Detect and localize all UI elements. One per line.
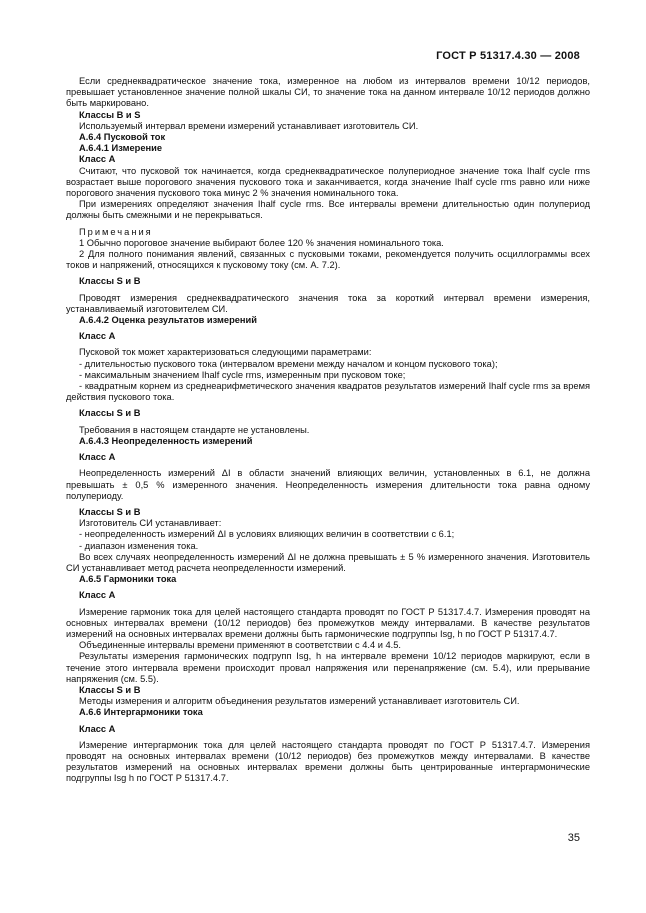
paragraph: Методы измерения и алгоритм объединения результатов измерений устанавливает изготовитель СИ. — [79, 696, 520, 707]
section-heading: А.6.4.1 Измерение — [79, 143, 163, 154]
class-heading: Класс А — [79, 590, 116, 601]
class-heading: Класс А — [79, 723, 116, 734]
class-heading: Класс А — [79, 452, 116, 463]
section-heading: А.6.4.2 Оценка результатов измерений — [79, 315, 257, 326]
list-item: - максимальным значением Ihalf cycle rms, измеренным при пусковом токе; — [79, 369, 406, 380]
class-heading: Классы S и В — [79, 684, 141, 695]
note-item: 1 Обычно пороговое значение выбирают более 120 % значения номинального тока. — [79, 237, 444, 248]
paragraph: Измерение гармоник тока для целей настоящего стандарта проводят по ГОСТ Р 51317.4.7. Измерения проводят на основных интервалах времени (10/12 периодов) без промежутков между интервалами. В качестве результатов измерений на основных интервалах времени должны быть гармонические подгруппы Isg, h по ГОСТ Р 51317.4.7. — [66, 606, 590, 639]
class-heading: Класс А — [79, 154, 116, 165]
paragraph: Проводят измерения среднеквадратического значения тока за короткий интервал времени измерения, устанавливаемый изготовителем СИ. — [66, 292, 590, 314]
section-heading: А.6.6 Интергармоники тока — [79, 707, 203, 718]
class-heading: Классы S и В — [79, 276, 141, 287]
paragraph: Измерение интергармоник тока для целей настоящего стандарта проводят по ГОСТ Р 51317.4.7. Измерения проводят на основных интервалах времени (10/12 периодов) без промежутков между интервалами. В качестве результатов измерений на основных интервалах времени должны быть центрированные интергармонические подгруппы Isg h по ГОСТ Р 51317.4.7. — [66, 739, 590, 784]
list-item: - длительностью пускового тока (интервалом времени между началом и концом пускового тока); — [79, 358, 498, 369]
section-heading: А.6.4.3 Неопределенность измерений — [79, 435, 253, 446]
list-item: - квадратным корнем из среднеарифметического значения квадратов результатов измерений Ihalf cycle rms за время действия пускового тока. — [66, 381, 590, 403]
paragraph: Во всех случаях неопределенность измерений ΔI не должна превышать ± 5 % измеренного значения. Изготовитель СИ устанавливает метод расчета неопределенности измерений. — [66, 551, 590, 573]
class-heading: Классы S и В — [79, 408, 141, 419]
paragraph: Если среднеквадратическое значение тока, измеренное на любом из интервалов времени 10/12 периодов, превышает установленное значение полной шкалы СИ, то значение тока на данном интервале 10/12 периодов должно быть маркировано. — [66, 76, 590, 109]
paragraph: Требования в настоящем стандарте не установлены. — [79, 424, 310, 435]
paragraph: При измерениях определяют значения Ihalf cycle rms. Все интервалы времени длительностью один полупериод должны быть смежными и не перекрываться. — [66, 199, 590, 221]
paragraph: Объединенные интервалы времени применяют в соответствии с 4.4 и 4.5. — [79, 640, 402, 651]
notes-heading: Примечания — [79, 226, 153, 237]
list-item: - неопределенность измерений ΔI в условиях влияющих величин в соответствии с 6.1; — [79, 529, 455, 540]
document-header: ГОСТ Р 51317.4.30 — 2008 — [436, 50, 580, 62]
class-heading: Классы В и S — [79, 109, 141, 120]
paragraph: Изготовитель СИ устанавливает: — [79, 518, 222, 529]
paragraph: Используемый интервал времени измерений устанавливает изготовитель СИ. — [79, 120, 419, 131]
paragraph: Пусковой ток может характеризоваться следующими параметрами: — [79, 347, 372, 358]
section-heading: А.6.5 Гармоники тока — [79, 574, 177, 585]
paragraph: Неопределенность измерений ΔI в области значений влияющих величин, установленных в 6.1, не должна превышать ± 0,5 % измеренного значения. Неопределенность измерения длительности тока равна одному полупериоду. — [66, 468, 590, 501]
page-number: 35 — [567, 832, 580, 844]
document-body — [66, 76, 590, 785]
note-item: 2 Для полного понимания явлений, связанных с пусковыми токами, рекомендуется получить осциллограммы всех токов и напряжений, относящихся к пусковому току (см. А. 7.2). — [66, 249, 590, 271]
section-heading: А.6.4 Пусковой ток — [79, 132, 166, 143]
paragraph: Считают, что пусковой ток начинается, когда среднеквадратическое полупериодное значение тока Ihalf cycle rms возрастает выше порогового значения пускового тока и заканчивается, когда значение Ihalf cycle rms равно или ниже порогового значения пускового тока минус 2 % значения номинального тока. — [66, 165, 590, 199]
paragraph: Результаты измерения гармонических подгрупп Isg, h на интервале времени 10/12 периодов маркируют, если в течение этого интервала времени происходит провал напряжения или перенапряжение (см. 5.4), или прерывание напряжения (см. 5.5). — [66, 651, 590, 684]
list-item: - диапазон изменения тока. — [79, 540, 199, 551]
class-heading: Классы S и В — [79, 506, 141, 517]
class-heading: Класс А — [79, 331, 116, 342]
